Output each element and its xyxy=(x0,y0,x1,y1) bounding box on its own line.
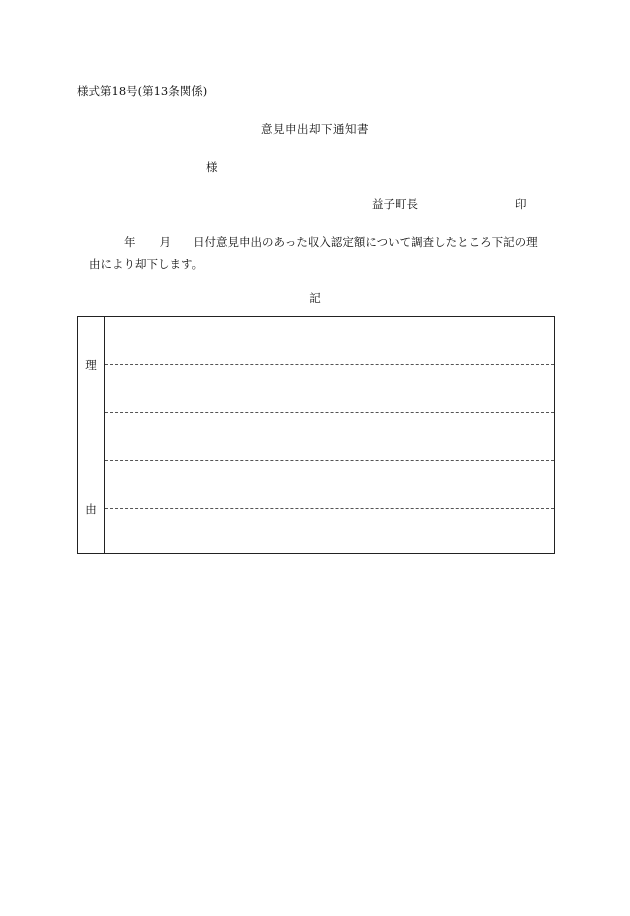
reason-ruled-line xyxy=(105,412,554,413)
year-label: 年 xyxy=(124,235,136,249)
month-label: 月 xyxy=(159,235,171,249)
reason-ruled-line xyxy=(105,508,554,509)
reason-ruled-line xyxy=(105,364,554,365)
form-number: 様式第18号(第13条関係) xyxy=(77,84,208,98)
document-title: 意見申出却下通知書 xyxy=(261,122,369,136)
seal-mark: 印 xyxy=(515,197,527,211)
body-text-line-1 xyxy=(124,237,538,249)
addressee-honorific: 様 xyxy=(206,160,218,174)
reason-label-bottom: 由 xyxy=(85,502,97,516)
body-text-continuation: 日付意見申出のあった収入認定額について調査したところ下記の理 xyxy=(193,235,538,249)
issuer-name: 益子町長 xyxy=(372,197,418,211)
reason-label-column xyxy=(78,317,105,553)
reason-ruled-line xyxy=(105,460,554,461)
body-text-line-2: 由により却下します。 xyxy=(89,257,204,271)
reason-box xyxy=(77,316,555,554)
reason-label-top: 理 xyxy=(85,358,97,372)
record-heading: 記 xyxy=(309,291,321,305)
